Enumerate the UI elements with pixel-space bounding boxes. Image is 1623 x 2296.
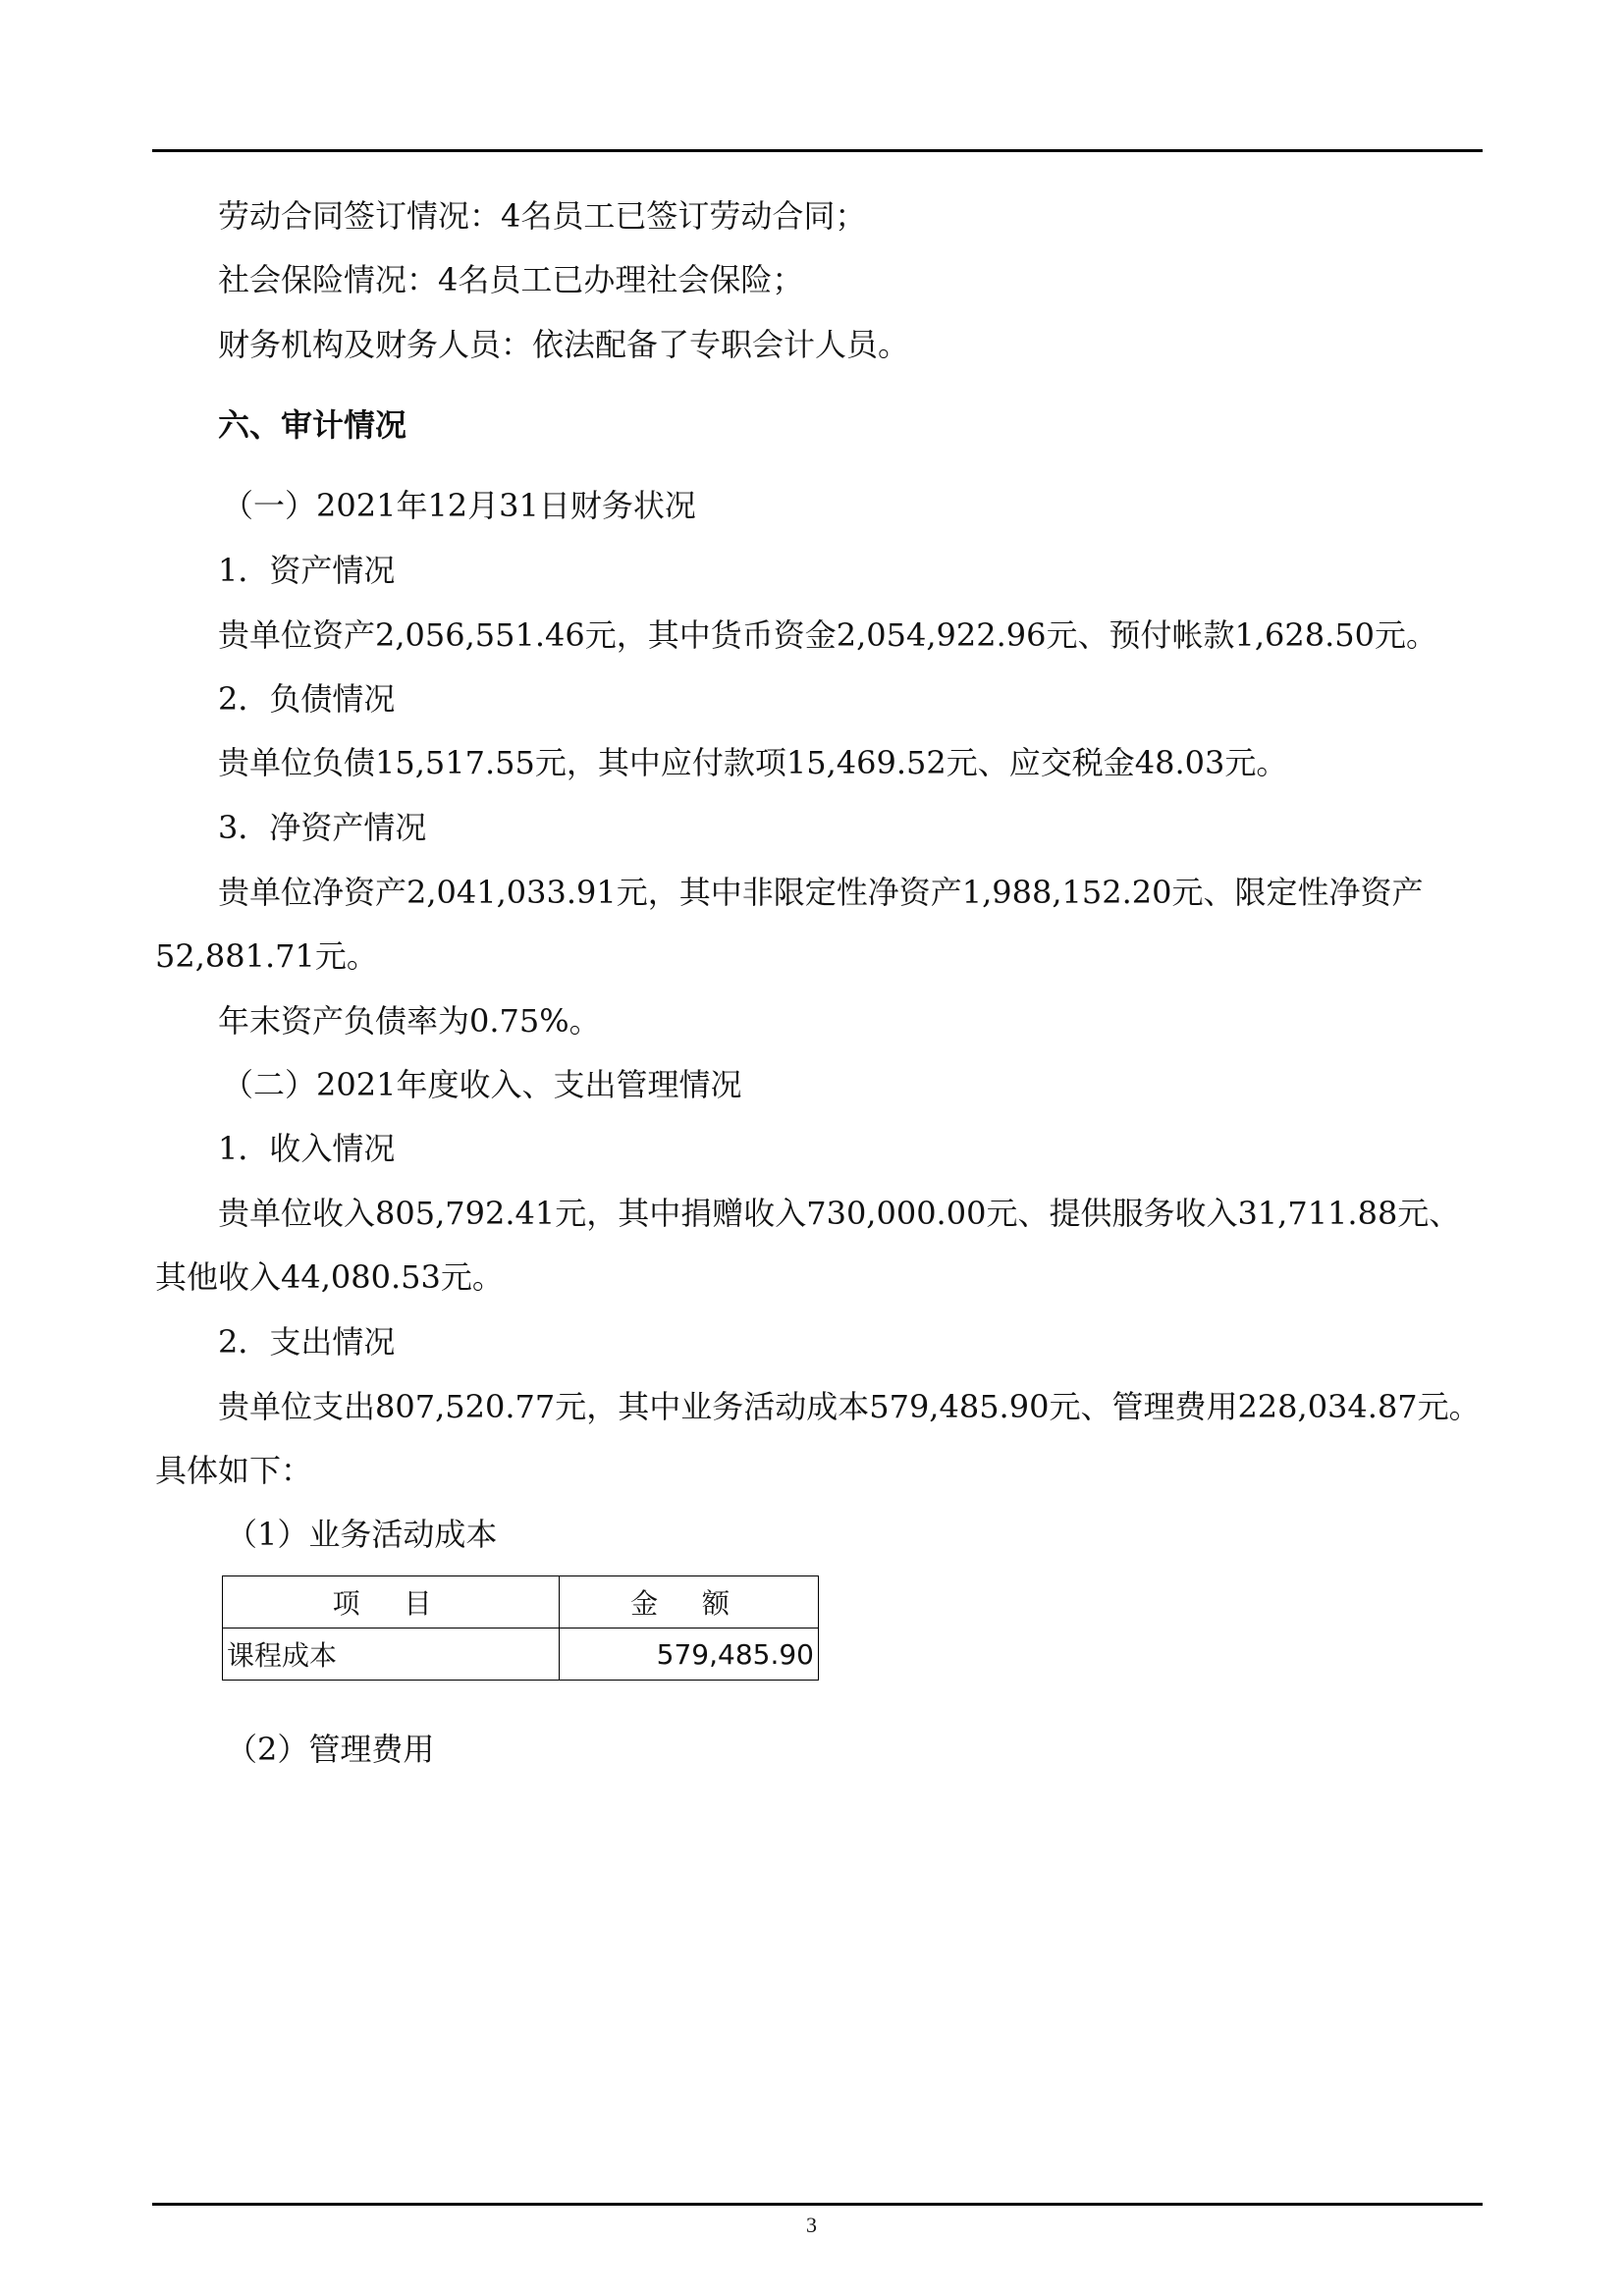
column-header-item: 项 目 (223, 1576, 560, 1629)
net-assets-text-line2: 52,881.71元。 (155, 937, 378, 975)
expense-heading: 2．支出情况 (218, 1323, 396, 1361)
footer-rule (152, 2203, 1483, 2206)
sub-two-heading: （二）2021年度收入、支出管理情况 (222, 1066, 742, 1103)
net-assets-heading: 3．净资产情况 (218, 809, 427, 846)
liabilities-heading: 2．负债情况 (218, 680, 396, 718)
table-row (223, 1629, 819, 1681)
cell-item: 课程成本 (223, 1629, 560, 1681)
finance-staff-text: 财务机构及财务人员：依法配备了专职会计人员。 (218, 326, 910, 363)
assets-heading: 1．资产情况 (218, 552, 396, 589)
sub-one-heading: （一）2021年12月31日财务状况 (222, 487, 696, 524)
debt-ratio-text: 年末资产负债率为0.75%。 (218, 1002, 601, 1040)
expense-text-line2: 具体如下： (155, 1452, 313, 1489)
header-rule (152, 149, 1483, 152)
section-six-heading: 六、审计情况 (218, 406, 407, 444)
income-text-line1: 贵单位收入805,792.41元，其中捐赠收入730,000.00元、提供服务收入31,711.88元、 (218, 1195, 1461, 1232)
column-header-amount: 金 额 (560, 1576, 819, 1629)
management-fee-heading: （2）管理费用 (226, 1731, 435, 1768)
liabilities-text: 贵单位负债15,517.55元，其中应付款项15,469.52元、应交税金48.03元。 (218, 744, 1288, 781)
net-assets-text-line1: 贵单位净资产2,041,033.91元，其中非限定性净资产1,988,152.20元、限定性净资产 (218, 874, 1424, 911)
assets-text: 贵单位资产2,056,551.46元，其中货币资金2,054,922.96元、预付帐款1,628.50元。 (218, 616, 1438, 654)
cell-amount: 579,485.90 (560, 1629, 819, 1681)
table-header-row (223, 1576, 819, 1629)
income-text-line2: 其他收入44,080.53元。 (155, 1258, 504, 1296)
business-cost-heading: （1）业务活动成本 (226, 1516, 498, 1553)
labor-contract-text: 劳动合同签订情况：4名员工已签订劳动合同； (218, 197, 867, 235)
business-cost-table (222, 1575, 819, 1681)
income-heading: 1．收入情况 (218, 1130, 396, 1167)
expense-text-line1: 贵单位支出807,520.77元，其中业务活动成本579,485.90元、管理费用228,034.87元。 (218, 1388, 1481, 1425)
social-insurance-text: 社会保险情况：4名员工已办理社会保险； (218, 261, 804, 298)
page-number: 3 (806, 2213, 817, 2237)
